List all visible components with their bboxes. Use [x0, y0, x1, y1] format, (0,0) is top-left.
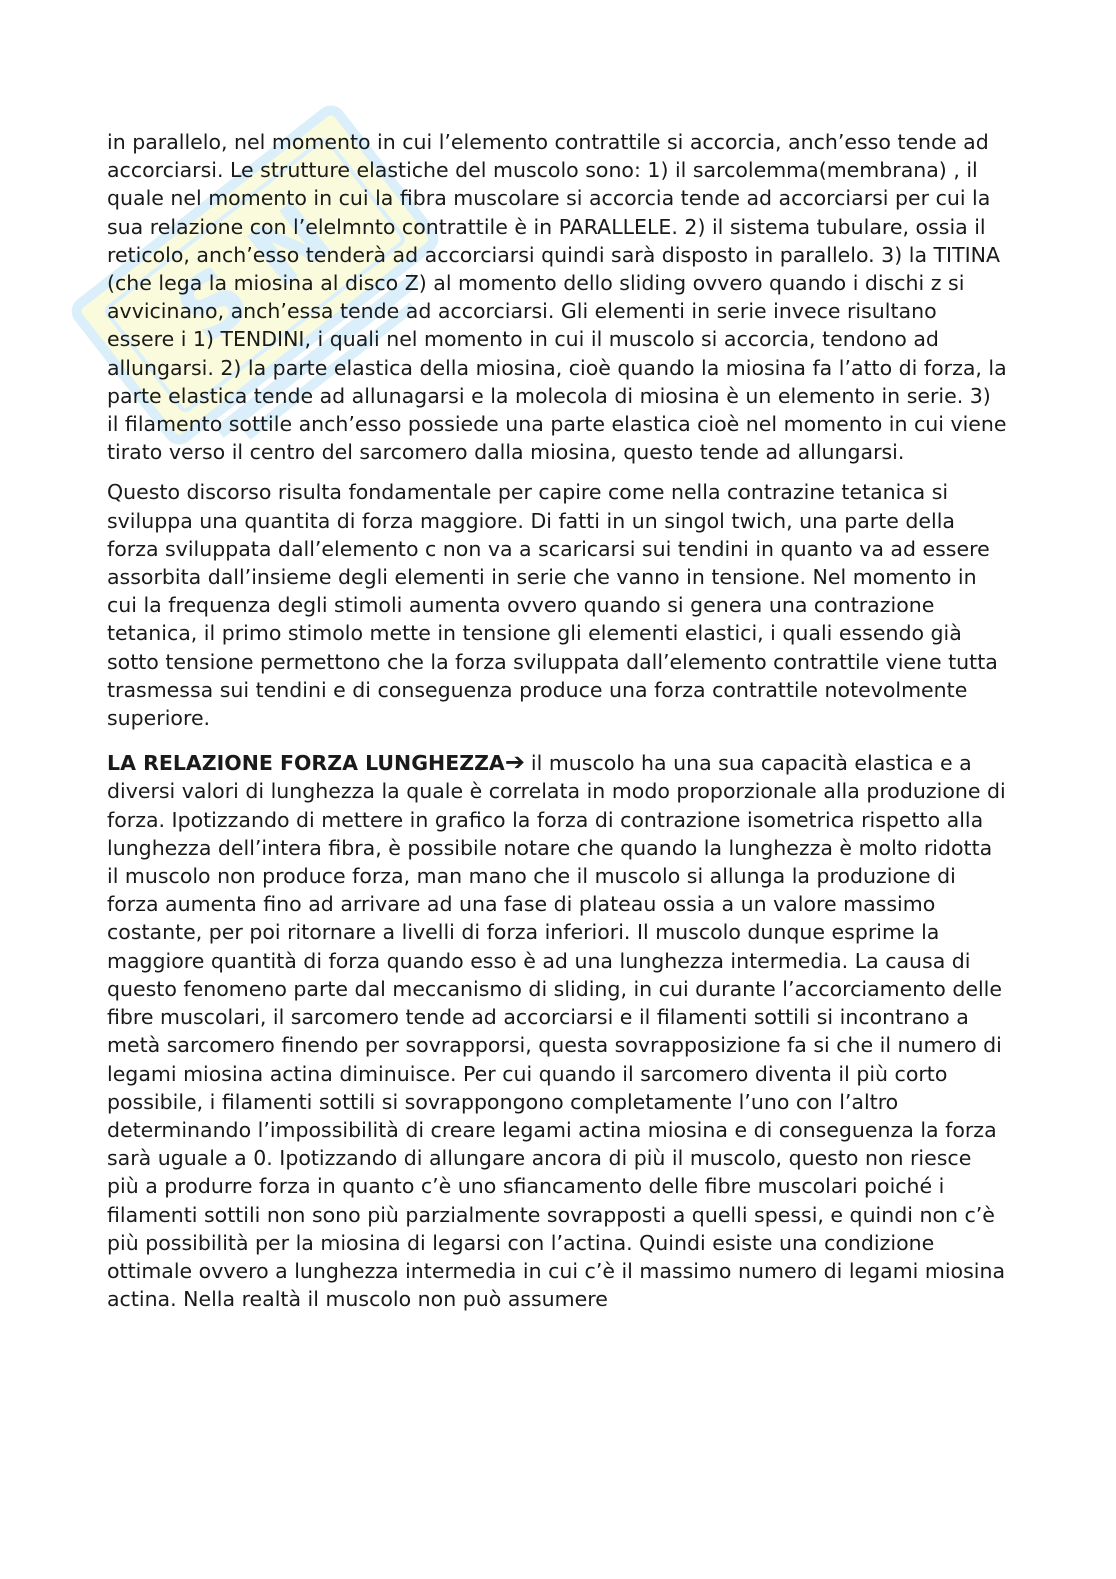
paragraph-tetanic-contraction: Questo discorso risulta fondamentale per capire come nella contrazine tetanica si sviluppa una quantita di forza maggiore. Di fatti in un singol twich, una parte della forza sviluppata dall’elemento c non va a scaricarsi sui tendini in quanto va ad essere assorbita dall’insieme degli elementi in serie che vanno in tensione. Nel momento in cui la frequenza degli stimoli aumenta ovvero quando si genera una contrazione tetanica, il primo stimolo mette in tensione gli elementi elastici, i quali essendo già sotto tensione permettono che la forza sviluppata dall’elemento contrattile viene tutta trasmessa sui tendini e di conseguenza produce una forza contrattile notevolmente superiore.: [107, 480, 998, 731]
paragraph-force-length: [107, 748, 1007, 1313]
section-heading: LA RELAZIONE FORZA LUNGHEZZA: [107, 751, 505, 776]
arrow-right-icon: ➔: [504, 748, 525, 777]
paragraph-elastic-structures: in parallelo, nel momento in cui l’elemento contrattile si accorcia, anch’esso tende ad accorciarsi. Le strutture elastiche del muscolo sono: 1) il sarcolemma(membrana) , il quale nel momento in cui la fibra muscolare si accorcia tende ad accorciarsi per cui la sua relazione con l’elelmnto contrattile è in PARALLELE. 2) il sistema tubulare, ossia il reticolo, anch’esso tenderà ad accorciarsi quindi sarà disposto in parallelo. 3) la TITINA (che lega la miosina al disco Z) al momento dello sliding ovvero quando i dischi z si avvicinano, anch’essa tende ad accorciarsi. Gli elementi in serie invece risultano essere i 1) TENDINI, i quali nel momento in cui il muscolo si accorcia, tendono ad allungarsi. 2) la parte elastica della miosina, cioè quando la miosina fa l’atto di forza, la parte elastica tende ad allunagarsi e la molecola di miosina è un elemento in serie. 3) il filamento sottile anch’esso possiede una parte elastica cioè nel momento in cui viene tirato verso il centro del sarcomero dalla miosina, questo tende ad allungarsi.: [107, 130, 1007, 465]
svg-text:S N: S N: [158, 183, 350, 364]
paragraph-force-length-body: il muscolo ha una sua capacità elastica e a diversi valori di lunghezza la quale è correlata in modo proporzionale alla produzione di forza. Ipotizzando di mettere in grafico la forza di contrazione isometrica rispetto alla lunghezza dell’intera fibra, è possibile notare che quando la lunghezza è molto ridotta il muscolo non produce forza, man mano che il muscolo si allunga la produzione di forza aumenta fino ad arrivare ad una fase di plateau ossia a un valore massimo costante, per poi ritornare a livelli di forza inferiori. Il muscolo dunque esprime la maggiore quantità di forza quando esso è ad una lunghezza intermedia. La causa di questo fenomeno parte dal meccanismo di sliding, in cui durante l’accorciamento delle fibre muscolari, il sarcomero tende ad accorciarsi e il filamenti sottili si incontrano a metà sarcomero finendo per sovrapporsi, questa sovrapposizione fa si che il numero di legami miosina actina diminuisce. Per cui quando il sarcomero diventa il più corto possibile, i filamenti sottili si sovrappongono completamente l’uno con l’altro determinando l’impossibilità di creare legami actina miosina e di conseguenza la forza sarà uguale a 0. Ipotizzando di allungare ancora di più il muscolo, questo non riesce più a produrre forza in quanto c’è uno sfiancamento delle fibre muscolari poiché i filamenti sottili non sono più parzialmente sovrapposti a quelli spessi, e quindi non c’è più possibilità per la miosina di legarsi con l’actina. Quindi esiste una condizione ottimale ovvero a lunghezza intermedia in cui c’è il massimo numero di legami miosina actina. Nella realtà il muscolo non può assumere: [107, 751, 1006, 1312]
document-page: [107, 128, 1007, 1313]
